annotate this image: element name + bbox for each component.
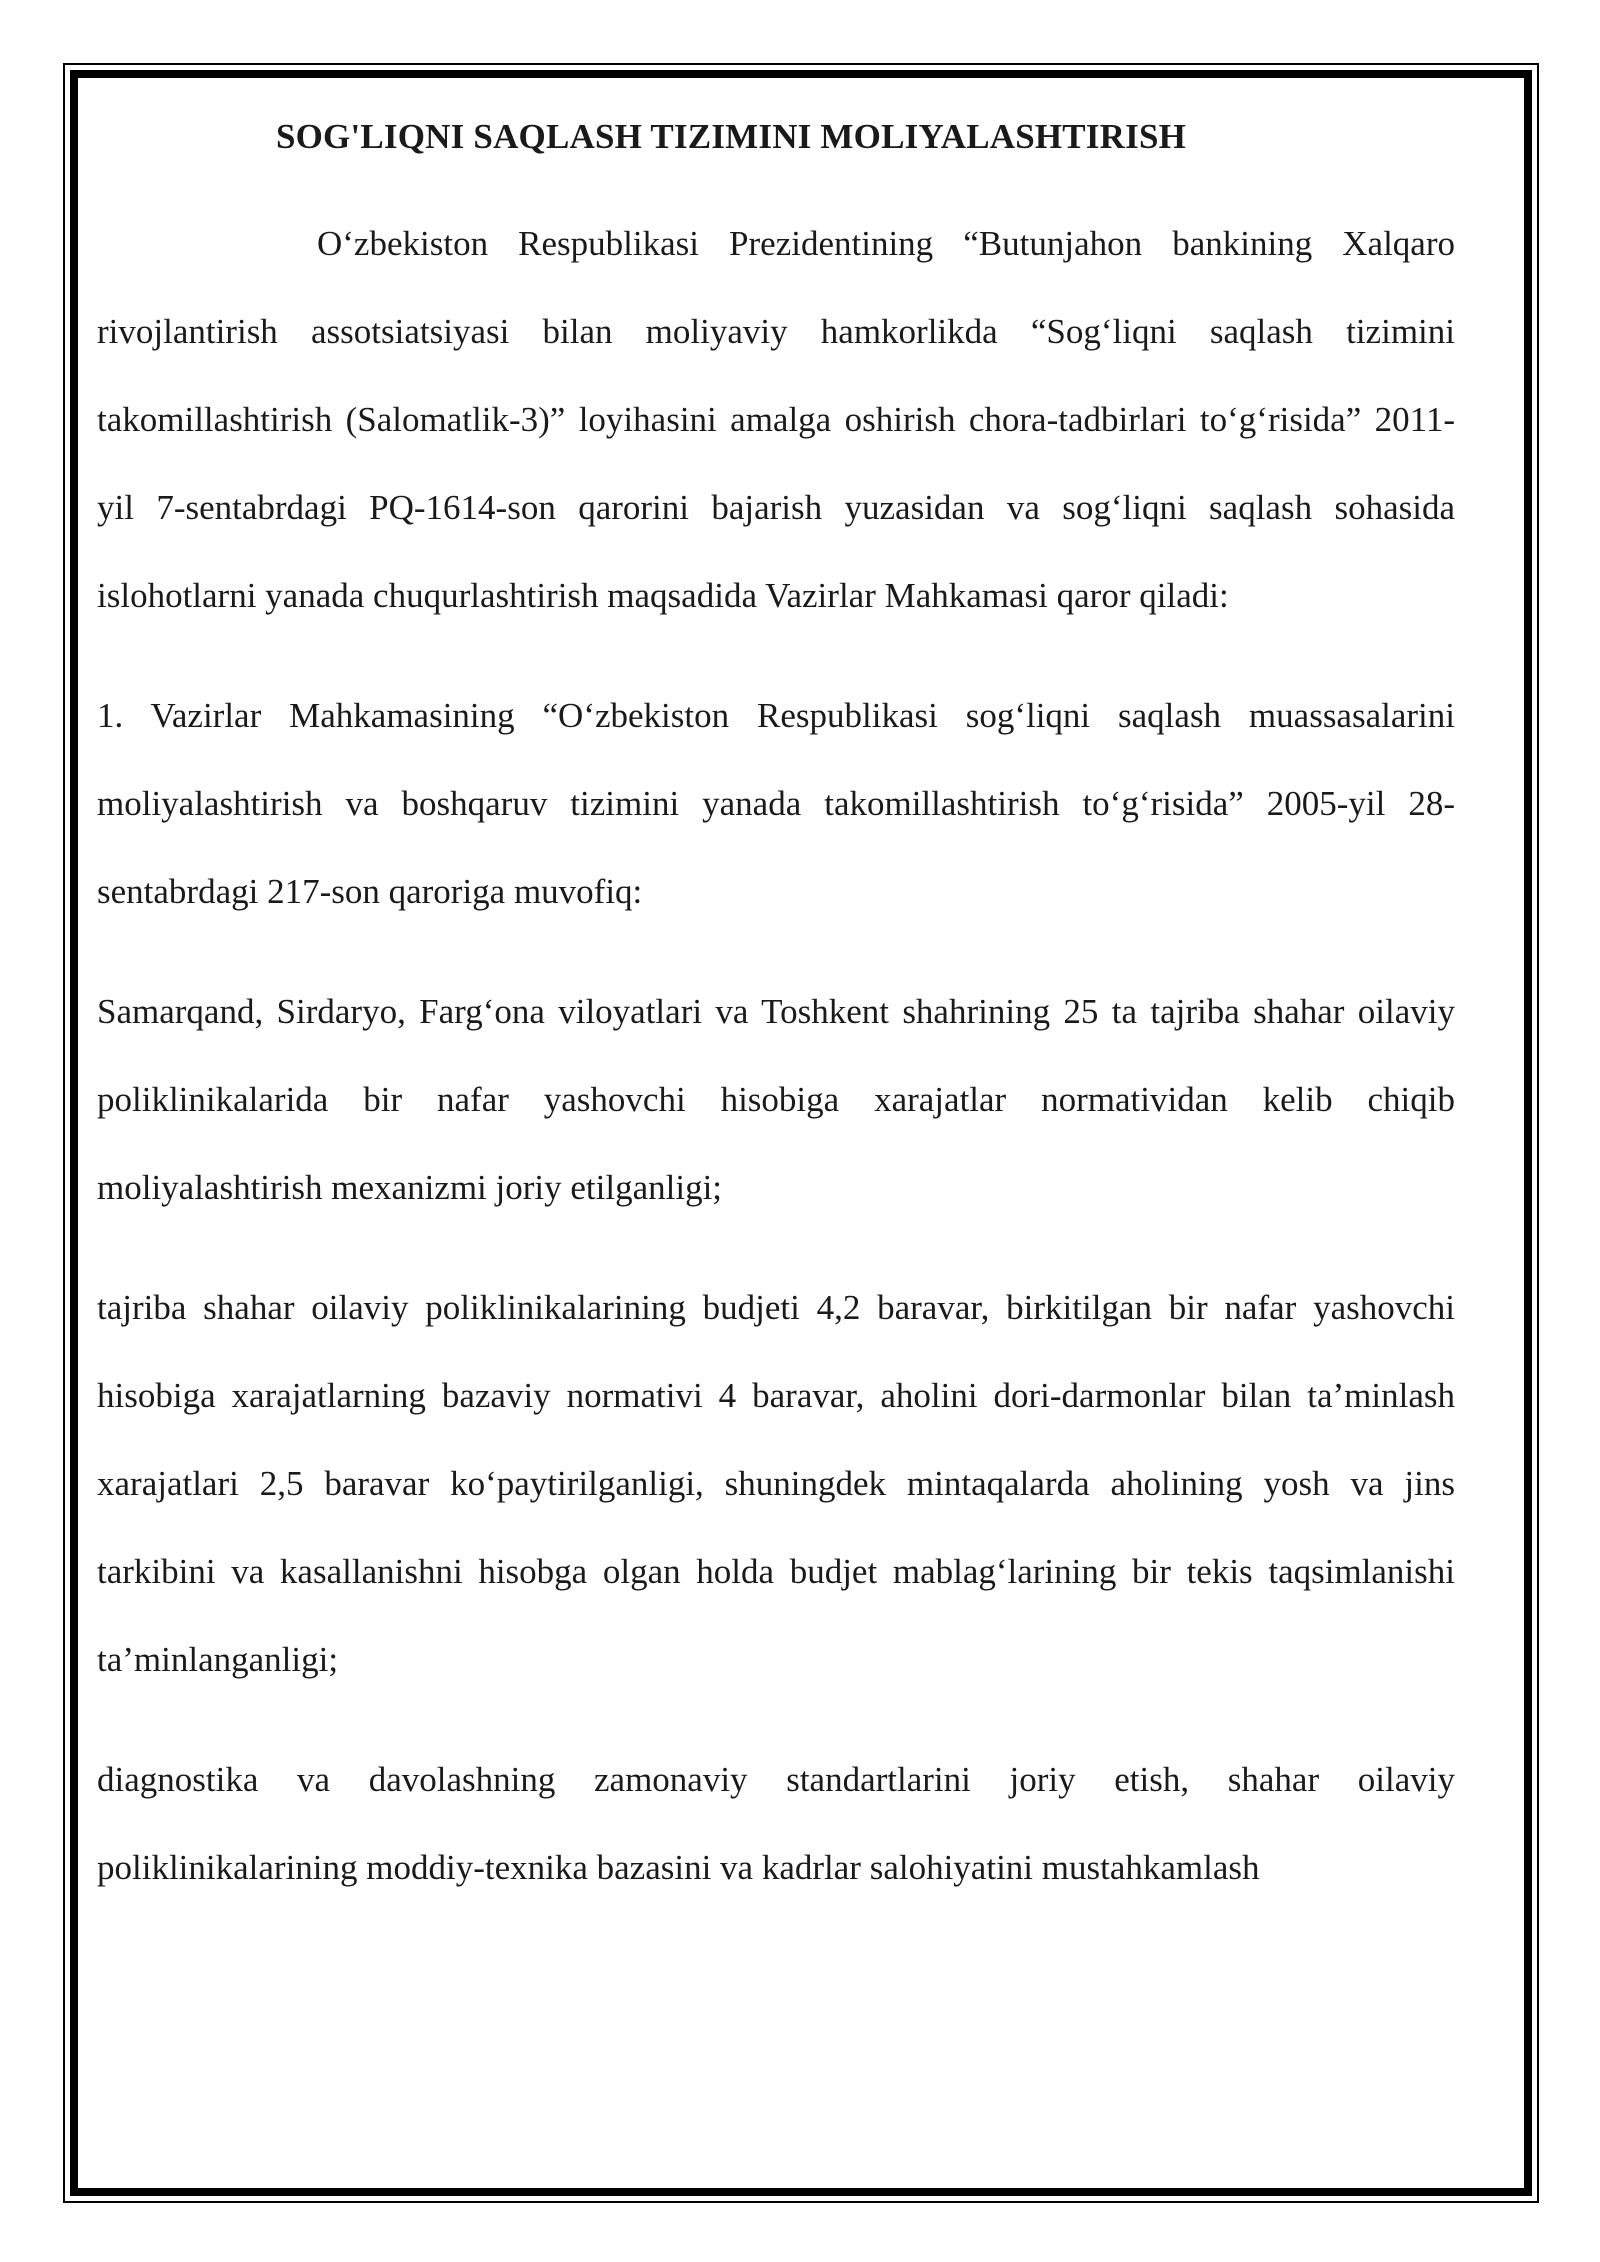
paragraph-diagnostics: diagnostika va davolashning zamonaviy standartlarini joriy etish, shahar oilaviy poliklinikalarining moddiy-texnika bazasini va kadrlar salohiyatini mustahkamlash [97,1760,1455,1887]
paragraph-experimental-clinics: Samarqand, Sirdaryo, Farg‘ona viloyatlari va Toshkent shahrining 25 ta tajriba shahar oilaviy poliklinikalarida bir nafar yashovchi hisobiga xarajatlar normatividan kelib chiqib moliyalashtirish mexanizmi joriy etilganligi; [97,992,1455,1207]
paragraph-item-1: 1. Vazirlar Mahkamasining “O‘zbekiston Respublikasi sog‘liqni saqlash muassasalarini moliyalashtirish va boshqaruv tizimini yanada takomillashtirish to‘g‘risida” 2005-yil 28-sentabrdagi 217-son qaroriga muvofiq: [97,696,1455,911]
document-body [97,96,1455,1912]
document-title: SOG'LIQNI SAQLASH TIZIMINI MOLIYALASHTIRISH [275,117,1187,156]
paragraph-budget-increase: tajriba shahar oilaviy poliklinikalarining budjeti 4,2 baravar, birkitilgan bir nafar yashovchi hisobiga xarajatlarning bazaviy normativi 4 baravar, aholini dori-darmonlar bilan ta’minlash xarajatlari 2,5 baravar ko‘paytirilganligi, shuningdek mintaqalarda aholining yosh va jins tarkibini va kasallanishni hisobga olgan holda budjet mablag‘larining bir tekis taqsimlanishi ta’minlanganligi; [97,1288,1455,1679]
paragraph-preamble: O‘zbekiston Respublikasi Prezidentining “Butunjahon bankining Xalqaro rivojlantirish assotsiatsiyasi bilan moliyaviy hamkorlikda “Sog‘liqni saqlash tizimini takomillashtirish (Salomatlik-3)” loyihasini amalga oshirish chora-tadbirlari to‘g‘risida” 2011-yil 7-sentabrdagi PQ-1614-son qarorini bajarish yuzasidan va sog‘liqni saqlash sohasida islohotlarni yanada chuqurlashtirish maqsadida Vazirlar Mahkamasi qaror qiladi: [97,224,1455,615]
